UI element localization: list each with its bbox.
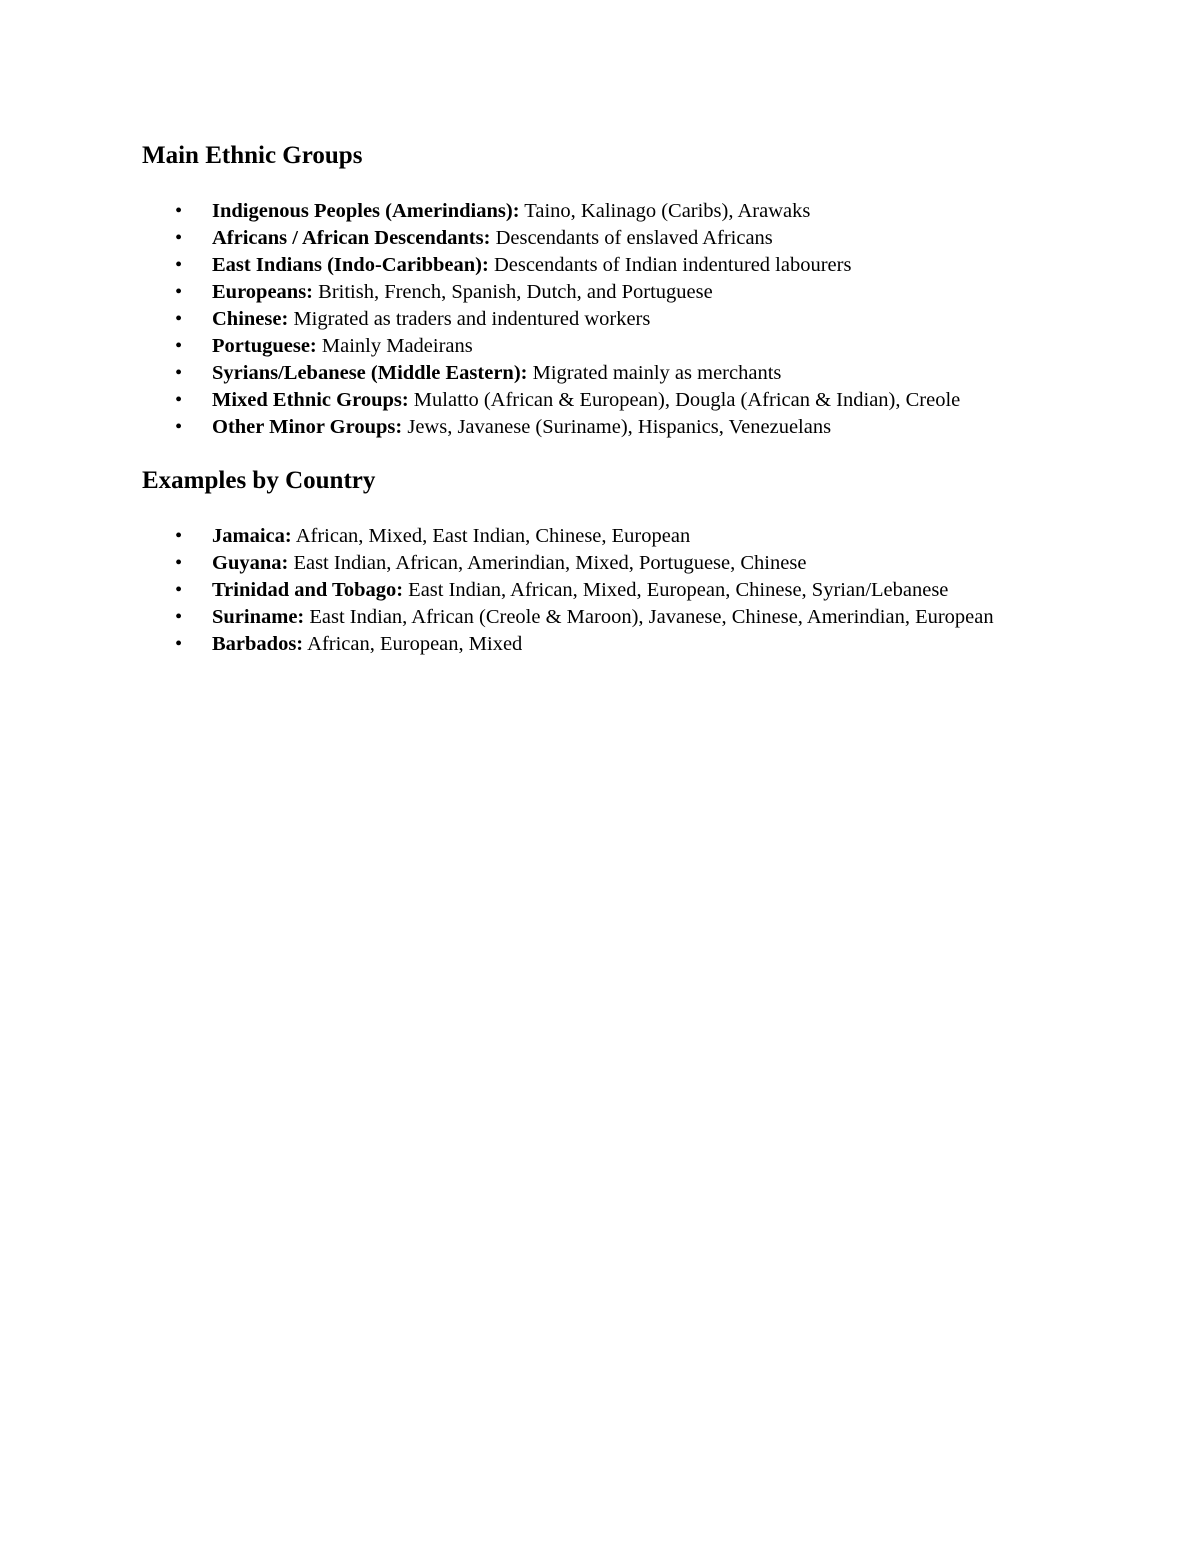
item-term: Trinidad and Tobago: [212, 579, 404, 601]
list-item [142, 306, 1042, 333]
item-text: East Indian, African (Creole & Maroon), Javanese, Chinese, Amerindian, European [304, 606, 994, 628]
section-heading-examples-by-country: Examples by Country [142, 467, 376, 494]
item-text: Mainly Madeirans [316, 335, 473, 357]
item-term: Barbados: [212, 633, 304, 655]
list-item [142, 333, 1042, 360]
list-item [142, 279, 1042, 306]
item-text: Taino, Kalinago (Caribs), Arawaks [519, 200, 811, 222]
bullet-icon: • [175, 416, 183, 438]
bullet-icon: • [175, 254, 183, 276]
bullet-icon: • [175, 308, 183, 330]
bullet-icon: • [175, 362, 183, 384]
section-heading-main-ethnic-groups: Main Ethnic Groups [142, 142, 363, 169]
item-term: Syrians/Lebanese (Middle Eastern): [212, 362, 528, 384]
item-text: Migrated as traders and indentured workers [288, 308, 651, 330]
bullet-icon: • [175, 200, 183, 222]
item-text: Descendants of Indian indentured labourers [488, 254, 852, 276]
list-item [142, 577, 1042, 604]
item-text: Mulatto (African & European), Dougla (African & Indian), Creole [408, 389, 961, 411]
bullet-icon: • [175, 633, 183, 655]
bullet-icon: • [175, 389, 183, 411]
list-item [142, 387, 1042, 414]
list-item [142, 550, 1042, 577]
bullet-icon: • [175, 335, 183, 357]
item-term: Chinese: [212, 308, 289, 330]
list-item [142, 414, 1042, 441]
list-item [142, 225, 1042, 252]
bullet-icon: • [175, 227, 183, 249]
item-text: British, French, Spanish, Dutch, and Portuguese [313, 281, 713, 303]
bullet-icon: • [175, 525, 183, 547]
item-text: Jews, Javanese (Suriname), Hispanics, Venezuelans [402, 416, 832, 438]
item-text: Descendants of enslaved Africans [490, 227, 773, 249]
bullet-icon: • [175, 579, 183, 601]
item-term: Europeans: [212, 281, 314, 303]
list-item [142, 604, 1042, 631]
list-item [142, 631, 1042, 658]
list-item [142, 252, 1042, 279]
item-term: Portuguese: [212, 335, 317, 357]
item-term: Other Minor Groups: [212, 416, 403, 438]
bullet-icon: • [175, 552, 183, 574]
bullet-icon: • [175, 606, 183, 628]
item-text: African, Mixed, East Indian, Chinese, European [291, 525, 691, 547]
item-text: East Indian, African, Amerindian, Mixed, Portuguese, Chinese [288, 552, 807, 574]
list-item [142, 360, 1042, 387]
item-term: Mixed Ethnic Groups: [212, 389, 409, 411]
item-text: Migrated mainly as merchants [527, 362, 782, 384]
item-term: Africans / African Descendants: [212, 227, 491, 249]
item-term: Suriname: [212, 606, 305, 628]
item-term: Indigenous Peoples (Amerindians): [212, 200, 520, 222]
item-term: Jamaica: [212, 525, 292, 547]
country-examples-list [142, 523, 1042, 658]
ethnic-groups-list [142, 198, 1042, 441]
item-text: African, European, Mixed [303, 633, 523, 655]
item-term: East Indians (Indo-Caribbean): [212, 254, 489, 276]
document-page [142, 140, 1042, 682]
item-term: Guyana: [212, 552, 289, 574]
list-item [142, 198, 1042, 225]
item-text: East Indian, African, Mixed, European, Chinese, Syrian/Lebanese [403, 579, 949, 601]
bullet-icon: • [175, 281, 183, 303]
list-item [142, 523, 1042, 550]
